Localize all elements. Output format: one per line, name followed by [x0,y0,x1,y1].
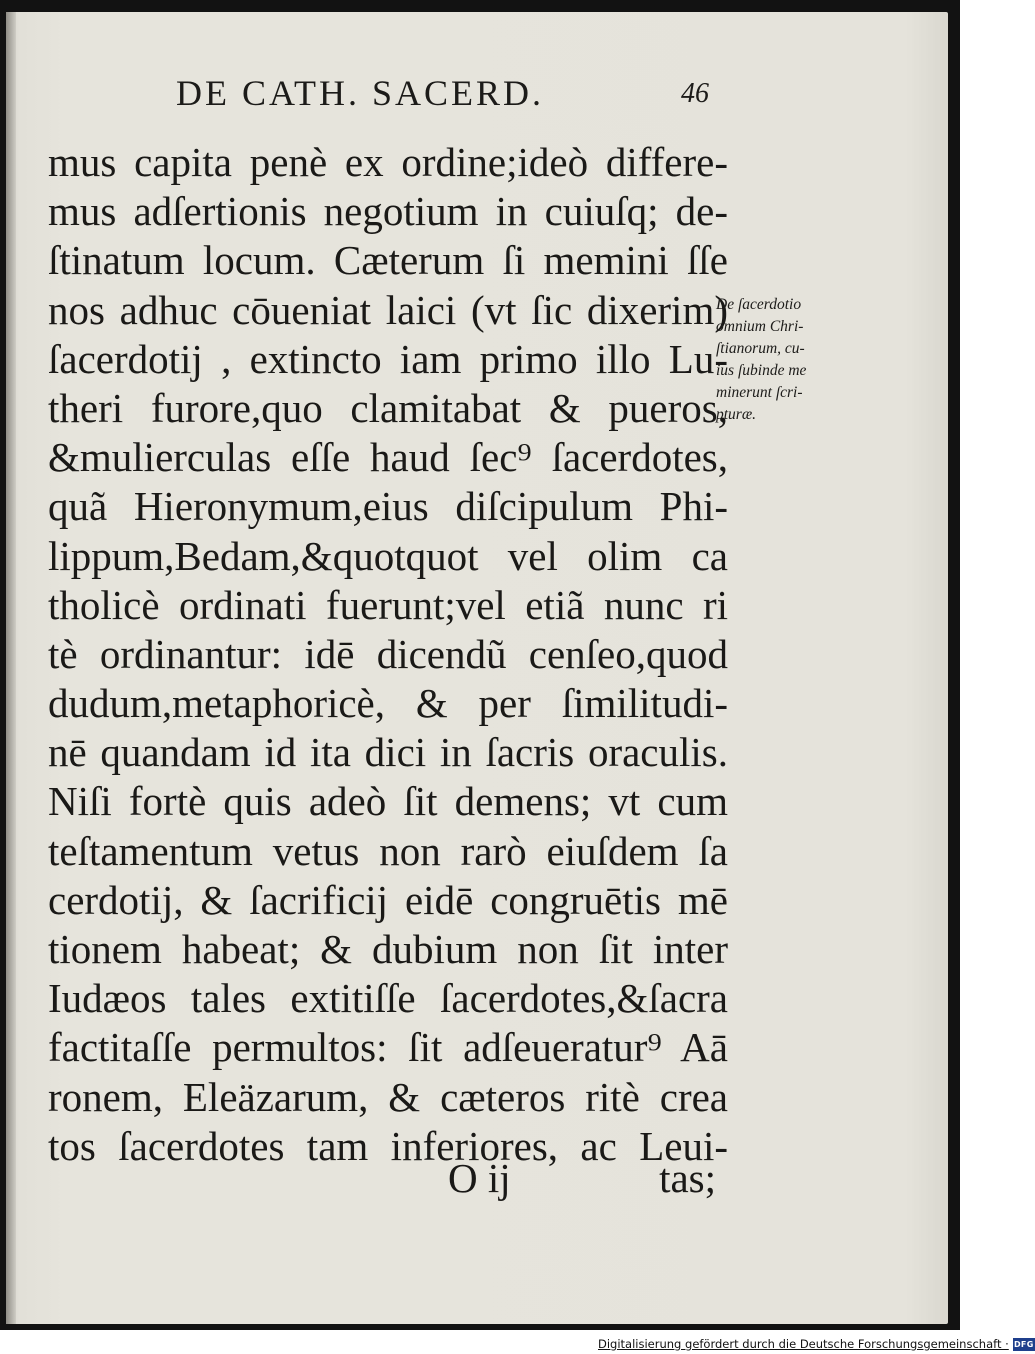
text-line: ſacerdotij , extincto iam primo illo Lu- [48,335,728,382]
signature-mark: O ij [448,1155,511,1201]
text-line: tè ordinantur: idē dicendũ cenſeo,quod [48,630,728,677]
marginal-note-line: De ſacerdotio [716,296,802,313]
text-line: dudum,metaphoricè, & per ſimilitudi- [48,680,728,727]
funding-credit-link[interactable]: Digitalisierung gefördert durch die Deutsche Forschungsgemeinschaft · [598,1337,1009,1351]
signature-line [48,1154,728,1202]
folio-number: 46 [681,78,709,109]
text-line: &mulierculas eſſe haud ſec⁹ ſacerdotes, [48,434,728,481]
marginal-note [716,294,896,426]
text-line: mus adſertionis negotium in cuiuſq; de- [48,188,728,235]
catchword: tas; [659,1155,716,1201]
text-line: theri furore,quo clamitabat & pueros, [48,384,728,431]
text-line: ſtinatum locum. Cæterum ſi memini ſſe [48,237,728,284]
marginal-note-line: ſtianorum, cu- [716,340,805,357]
text-line: tos ſacerdotes tam inferiores, ac Leui- [48,1122,728,1169]
dfg-logo-icon[interactable]: DFG [1013,1339,1034,1349]
text-line: quã Hieronymum,eius diſcipulum Phi- [48,483,728,530]
text-line: factitaſſe permultos: ſit adſeueratur⁹ Aā [48,1024,728,1071]
book-page [6,12,948,1324]
marginal-note-line: minerunt ſcri- [716,384,803,401]
marginal-note-line: pturæ. [716,406,757,423]
running-head [176,72,736,122]
text-line: Niſi fortè quis adeò ſit demens; vt cum [48,778,728,825]
running-title: DE CATH. SACERD. [176,73,545,113]
text-line: teſtamentum vetus non rarò eiuſdem ſa [48,827,728,874]
footer-credit-bar [598,1334,1035,1354]
text-line: Iudæos tales extitiſſe ſacerdotes,&ſacra [48,975,728,1022]
text-line: ronem, Eleäzarum, & cæteros ritè crea [48,1073,728,1120]
text-line: nē quandam id ita dici in ſacris oraculis. [48,729,728,776]
text-line: tionem habeat; & dubium non ſit inter [48,926,728,972]
marginal-note-line: ius ſubinde me [716,362,807,379]
text-line: tholicè ordinati fuerunt;vel etiã nunc ri [48,581,728,628]
marginal-note-line: omnium Chri- [716,318,804,335]
main-text-block [48,138,728,1171]
text-line: cerdotij, & ſacrificij eidē congruētis mē [48,876,728,923]
text-line: lippum,Bedam,&quotquot vel olim ca [48,532,728,579]
text-line: mus capita penè ex ordine;ideò differe- [48,139,728,185]
text-line: nos adhuc cōueniat laici (vt ſic dixerim) [48,286,728,333]
